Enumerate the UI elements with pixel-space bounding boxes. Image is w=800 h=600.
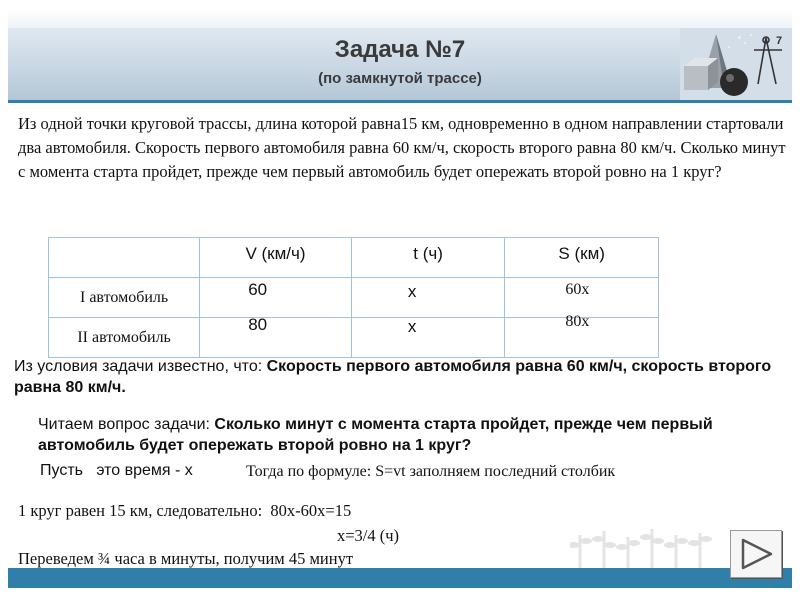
next-slide-button[interactable] — [730, 530, 782, 578]
geometry-logo-icon — [680, 28, 792, 100]
known-conditions — [14, 356, 794, 398]
known-prefix: Из условия задачи известно, что: — [14, 358, 267, 375]
cell-v-car1 — [200, 278, 352, 318]
value-t-car1: x — [407, 282, 417, 301]
table-header-row — [49, 238, 659, 278]
equation-line: 1 круг равен 15 км, следовательно: 80х-60х=15 — [18, 501, 352, 520]
top-frame — [8, 8, 792, 28]
cell-v-car2 — [200, 315, 352, 358]
cell-s-car1 — [505, 278, 659, 318]
cell-t-car1 — [351, 278, 505, 318]
play-next-icon — [731, 531, 781, 577]
formula-note: Тогда по формуле: S=vt заполняем последний столбик — [246, 463, 616, 480]
page-title: Задача №7 — [334, 36, 466, 63]
table-header-t: t (ч) — [351, 238, 505, 278]
known-bold: Скорость первого автомобиля равна 60 км/ч, скорость второго равна 80 км/ч. — [14, 358, 772, 396]
solution-line: х=3/4 (ч) — [337, 526, 400, 545]
question-bold: Сколько минут с момента старта пройдет, прежде чем первый автомобиль будет опережать второй ровно на 1 круг? — [38, 416, 713, 454]
page-subtitle: (по замкнутой трассе) — [318, 70, 482, 87]
table-row — [49, 278, 659, 318]
table-header-s: S (км) — [505, 238, 659, 278]
table-row — [49, 318, 659, 358]
footer-band — [8, 568, 792, 588]
logo-number: 7 — [776, 35, 783, 47]
question-prefix: Читаем вопрос задачи: — [38, 416, 215, 433]
variable-definition: Пусть это время - х — [40, 462, 193, 479]
task-question — [38, 414, 778, 456]
cell-s-car2 — [505, 313, 659, 358]
cell-t-car2 — [351, 318, 505, 358]
value-s-car2: 80x — [565, 313, 590, 330]
value-t-car2: x — [407, 317, 417, 336]
row-label-car2: II автомобиль — [49, 318, 200, 358]
value-s-car1: 60x — [565, 281, 590, 298]
value-v-car1: 60 — [248, 280, 268, 299]
header-divider — [8, 100, 792, 103]
row-label-car1: I автомобиль — [49, 278, 200, 318]
table-header-v: V (км/ч) — [200, 238, 352, 278]
value-v-car2: 80 — [248, 315, 268, 334]
problem-statement: Из одной точки круговой трассы, длина которой равна15 км, одновременно в одном направлении стартовали два автомобиля. Скорость первого автомобиля равна 60 км/ч, скорость второго равна 80 км/ч. Сколько минут с момента старта пройдет, прежде чем первый автомобиль будет опережать второй ровно на 1 круг? — [18, 114, 786, 181]
conversion-line: Переведем ¾ часа в минуты, получим 45 минут — [18, 549, 354, 568]
data-table — [48, 237, 659, 358]
table-header-blank — [49, 238, 200, 278]
plants-decoration-icon — [570, 525, 730, 569]
